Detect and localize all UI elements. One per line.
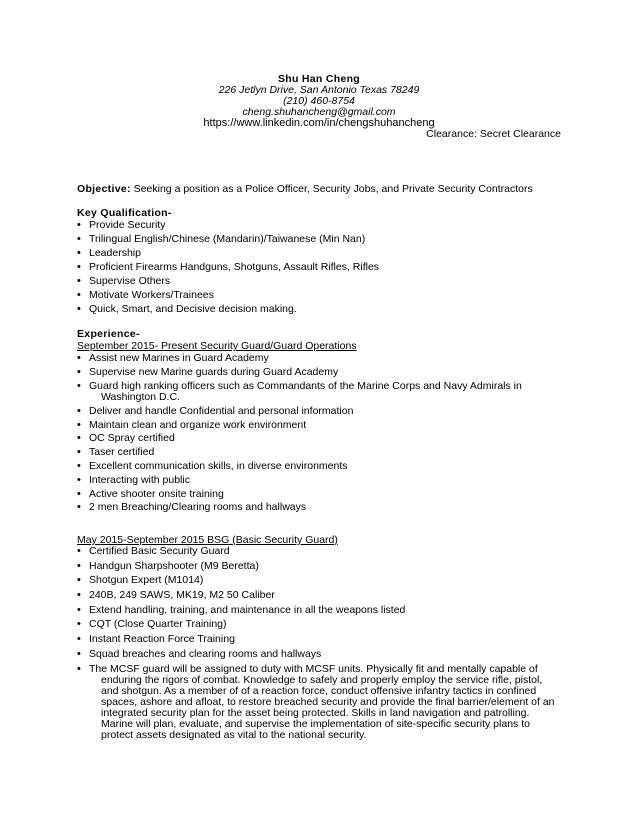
bullet-icon: •: [77, 603, 81, 616]
list-item-text: Interacting with public: [89, 473, 190, 486]
list-item-text: OC Spray certified: [89, 432, 175, 445]
list-item: [77, 664, 567, 741]
list-item-continuation: spaces, ashore and afloat, to restore breached security and provide the final barrier/element of an: [101, 695, 555, 708]
list-item: [77, 502, 567, 514]
list-item-text: Assist new Marines in Guard Academy: [89, 352, 269, 364]
list-item: [77, 433, 567, 445]
list-item: [77, 475, 567, 487]
bullet-icon: •: [77, 379, 81, 392]
bullet-icon: •: [77, 446, 81, 459]
list-item: [77, 304, 567, 316]
list-item-text: The MCSF guard will be assigned to duty with MCSF units. Physically fit and mentally capable of: [89, 662, 538, 675]
linkedin-link[interactable]: https://www.linkedin.com/in/chengshuhancheng: [203, 117, 435, 129]
list-item: [77, 276, 567, 288]
bullet-icon: •: [77, 303, 81, 315]
objective-text: Seeking a position as a Police Officer, Security Jobs, and Private Security Contractors: [133, 183, 533, 195]
list-item-continuation: and shotgun. As a member of of a reaction force, conduct offensive infantry tactics in confined: [101, 684, 537, 697]
list-item-text: Provide Security: [89, 219, 166, 231]
list-item-text: Extend handling, training, and maintenance in all the weapons listed: [89, 603, 406, 616]
list-item-text: Proficient Firearms Handguns, Shotguns, Assault Rifles, Rifles: [89, 261, 380, 273]
list-item-text: Certified Basic Security Guard: [89, 545, 230, 557]
list-item-continuation: enduring the rigors of combat. Knowledge to safely and properly employ the service rifle, pistol,: [101, 673, 543, 686]
list-item-text: Excellent communication skills, in diverse environments: [89, 460, 348, 473]
job2-list: [77, 546, 567, 744]
list-item-text: Squad breaches and clearing rooms and hallways: [89, 647, 322, 660]
bullet-icon: •: [77, 275, 81, 287]
list-item-text: Taser certified: [89, 446, 155, 459]
bullet-icon: •: [77, 233, 81, 245]
list-item-text: Instant Reaction Force Training: [89, 633, 235, 646]
list-item: [77, 489, 567, 501]
qualifications-title: Key Qualification-: [77, 207, 172, 219]
bullet-icon: •: [77, 404, 81, 417]
list-item: [77, 447, 567, 459]
list-item-continuation: Marine will plan, evaluate, and supervise the implementation of site-specific security plans to: [101, 717, 530, 730]
list-item-text: Supervise new Marine guards during Guard Academy: [89, 365, 339, 378]
bullet-icon: •: [77, 545, 81, 557]
list-item-text: Supervise Others: [89, 275, 171, 287]
list-item-text: Quick, Smart, and Decisive decision making.: [89, 303, 297, 315]
list-item-text: Motivate Workers/Trainees: [89, 289, 214, 301]
bullet-icon: •: [77, 261, 81, 273]
list-item: [77, 546, 567, 558]
clearance: Clearance: Secret Clearance: [426, 128, 561, 140]
list-item: [77, 367, 567, 379]
list-item-text: Deliver and handle Confidential and personal information: [89, 404, 354, 417]
list-item: [77, 220, 567, 232]
list-item: [77, 575, 567, 587]
bullet-icon: •: [77, 352, 81, 364]
objective: [77, 183, 533, 195]
bullet-icon: •: [77, 418, 81, 431]
bullet-icon: •: [77, 618, 81, 631]
list-item: [77, 605, 567, 617]
address: 226 Jetlyn Drive, San Antonio Texas 78249: [218, 84, 420, 96]
list-item: [77, 353, 567, 365]
job1-list: [77, 353, 567, 516]
bullet-icon: •: [77, 501, 81, 514]
phone: (210) 460-8754: [283, 95, 355, 107]
bullet-icon: •: [77, 473, 81, 486]
bullet-icon: •: [77, 589, 81, 602]
bullet-icon: •: [77, 219, 81, 231]
bullet-icon: •: [77, 460, 81, 473]
bullet-icon: •: [77, 662, 81, 675]
bullet-icon: •: [77, 559, 81, 572]
list-item-text: 240B, 249 SAWS, MK19, M2 50 Caliber: [89, 589, 275, 602]
email: cheng.shuhancheng@gmail.com: [242, 106, 396, 118]
job1-title: September 2015- Present Security Guard/Guard Operations: [77, 340, 357, 352]
list-item: [77, 406, 567, 418]
job2-title: May 2015-September 2015 BSG (Basic Security Guard): [77, 534, 338, 546]
list-item: [77, 262, 567, 274]
list-item-text: 2 men Breaching/Clearing rooms and hallways: [89, 501, 307, 514]
list-item: [77, 248, 567, 260]
list-item-text: Guard high ranking officers such as Commandants of the Marine Corps and Navy Admirals in: [89, 379, 522, 392]
bullet-icon: •: [77, 647, 81, 660]
list-item: [77, 634, 567, 646]
list-item: [77, 381, 567, 404]
qualifications-list: [77, 220, 567, 318]
bullet-icon: •: [77, 487, 81, 500]
bullet-icon: •: [77, 633, 81, 646]
list-item-text: Maintain clean and organize work environment: [89, 418, 307, 431]
list-item: [77, 649, 567, 661]
bullet-icon: •: [77, 247, 81, 259]
list-item: [77, 420, 567, 432]
list-item: [77, 619, 567, 631]
experience-title: Experience-: [77, 328, 140, 340]
list-item: [77, 590, 567, 602]
list-item: [77, 461, 567, 473]
list-item: [77, 561, 567, 573]
objective-label: Objective:: [77, 183, 131, 195]
bullet-icon: •: [77, 574, 81, 587]
list-item: [77, 234, 567, 246]
list-item-text: Handgun Sharpshooter (M9 Beretta): [89, 559, 259, 572]
bullet-icon: •: [77, 289, 81, 301]
list-item: [77, 290, 567, 302]
bullet-icon: •: [77, 432, 81, 445]
list-item-text: Leadership: [89, 247, 141, 259]
list-item-continuation: Washington D.C.: [101, 391, 180, 404]
list-item-text: Trilingual English/Chinese (Mandarin)/Taiwanese (Min Nan): [89, 233, 366, 245]
list-item-text: CQT (Close Quarter Training): [89, 618, 227, 631]
list-item-continuation: integrated security plan for the asset being protected. Skills in land navigation and patrolling.: [101, 706, 530, 719]
list-item-continuation: protect assets designated as vital to the national security.: [101, 728, 367, 741]
list-item-text: Active shooter onsite training: [89, 487, 224, 500]
candidate-name: Shu Han Cheng: [277, 73, 361, 85]
list-item-text: Shotgun Expert (M1014): [89, 574, 204, 587]
bullet-icon: •: [77, 365, 81, 378]
